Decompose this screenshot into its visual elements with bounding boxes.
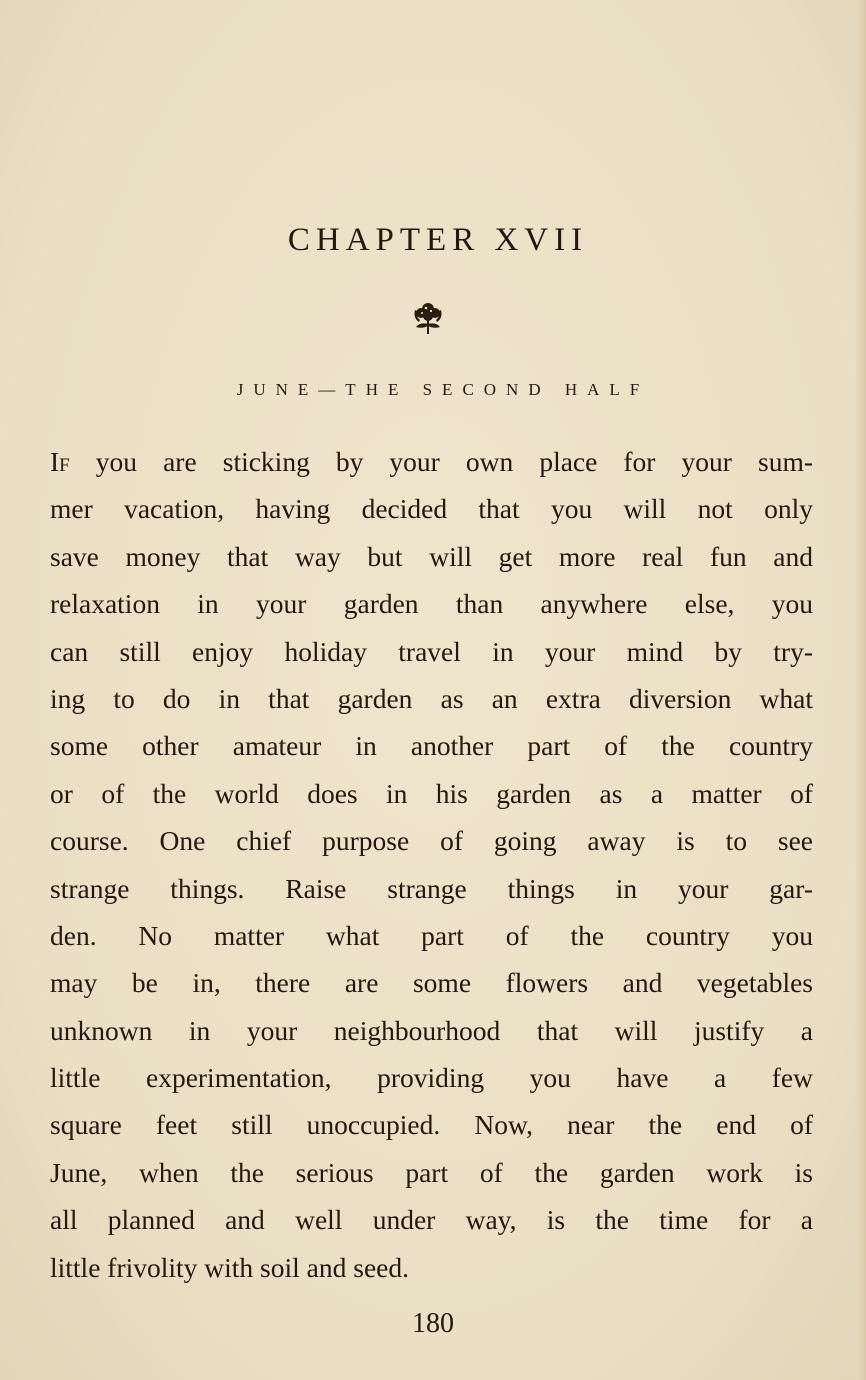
- text-line: mer vacation, having decided that you will not only: [50, 493, 813, 525]
- text-line: may be in, there are some flowers and vegetables: [50, 967, 813, 999]
- text-line-content: you are sticking by your own place for your sum-: [69, 446, 813, 477]
- text-line: all planned and well under way, is the time for a: [50, 1204, 813, 1236]
- text-line: [50, 438, 813, 485]
- page-edge: [856, 0, 866, 1380]
- text-line: little frivolity with soil and seed.: [50, 1251, 409, 1283]
- text-line: June, when the serious part of the garden work is: [50, 1156, 813, 1188]
- text-line: ing to do in that garden as an extra diversion what: [50, 682, 813, 714]
- text-line: can still enjoy holiday travel in your mind by try-: [50, 635, 813, 667]
- text-line: little experimentation, providing you have a few: [50, 1062, 813, 1094]
- flower-ornament-icon: [411, 300, 445, 336]
- text-line: some other amateur in another part of the country: [50, 730, 813, 762]
- chapter-subtitle: JUNE—THE SECOND HALF: [236, 380, 650, 399]
- text-line: unknown in your neighbourhood that will justify a: [50, 1014, 813, 1046]
- text-line: save money that way but will get more real fun and: [50, 540, 813, 572]
- text-line: den. No matter what part of the country you: [50, 919, 813, 951]
- text-line: relaxation in your garden than anywhere else, you: [50, 588, 813, 620]
- text-line: square feet still unoccupied. Now, near the end of: [50, 1109, 813, 1141]
- drop-cap-word: If: [50, 446, 70, 477]
- chapter-title: CHAPTER XVII: [287, 222, 589, 258]
- body-paragraph: [50, 438, 813, 1291]
- text-line: course. One chief purpose of going away is to see: [50, 825, 813, 857]
- page-number: 180: [412, 1308, 454, 1339]
- text-line: strange things. Raise strange things in your gar-: [50, 872, 813, 904]
- text-line: or of the world does in his garden as a matter of: [50, 777, 813, 809]
